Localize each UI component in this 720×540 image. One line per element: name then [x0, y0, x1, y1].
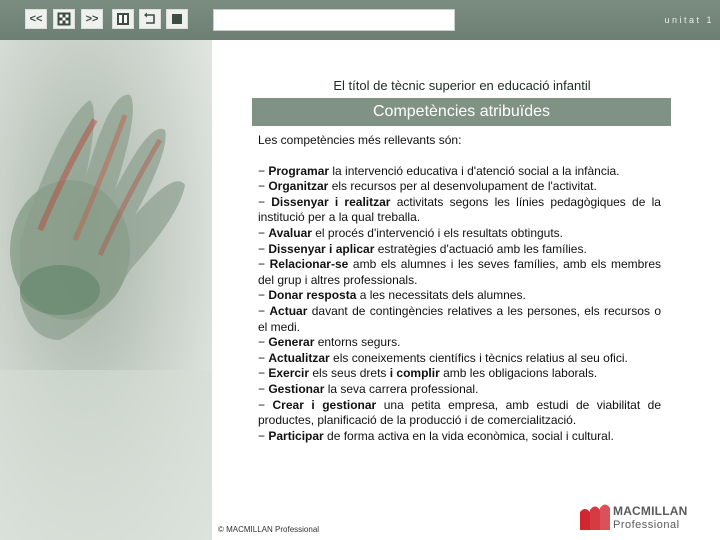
- toolbar: [0, 0, 720, 40]
- competence-item: − Relacionar-se amb els alumnes i les seves famílies, amb els membres del grup i altres professionals.: [258, 257, 662, 287]
- competence-item: − Crear i gestionar una petita empresa, amb estudi de viabilitat de productes, planificació de la producció i de comercialització.: [258, 397, 662, 428]
- competence-item: − Dissenyar i aplicar estratègies d'actuació amb les famílies.: [258, 241, 587, 256]
- competence-text: amb els alumnes i les seves famílies, amb els membres del grup i altres professionals.: [258, 257, 662, 287]
- competence-item: − Avaluar el procés d'intervenció i els resultats obtinguts.: [258, 225, 564, 240]
- back-button[interactable]: [139, 9, 161, 29]
- prev-button[interactable]: <<: [25, 9, 47, 29]
- competence-verb: Donar resposta: [268, 288, 357, 303]
- competence-item: − Donar resposta a les necessitats dels alumnes.: [258, 288, 526, 303]
- dice-icon: [57, 12, 71, 26]
- competence-verb: Crear i gestionar: [272, 397, 377, 412]
- index-button[interactable]: [112, 9, 134, 29]
- competence-text: la seva carrera professional.: [324, 381, 479, 396]
- competence-text: els seus drets: [309, 366, 390, 381]
- competences-list: [258, 164, 661, 445]
- painted-hand-illustration: [0, 40, 212, 540]
- competence-item: − Gestionar la seva carrera professional.: [258, 381, 479, 396]
- competence-verb: Generar: [268, 335, 315, 350]
- competence-item: − Dissenyar i realitzar activitats segons les línies pedagògiques de la institució per a la qual treballa.: [258, 194, 661, 225]
- competence-item: − Exercir els seus drets i complir amb les obligacions laborals.: [258, 366, 598, 381]
- competence-text: els recursos per al desenvolupament de l'activitat.: [328, 179, 597, 194]
- competence-verb: Dissenyar i realitzar: [271, 194, 391, 209]
- competence-text: el procés d'intervenció i els resultats obtinguts.: [311, 225, 564, 240]
- page-title: El títol de tècnic superior en educació infantil: [333, 78, 591, 93]
- competence-text: de forma activa en la vida econòmica, social i cultural.: [323, 428, 614, 443]
- competence-text: activitats segons les línies pedagògiques de la institució per a la qual treballa.: [258, 194, 661, 225]
- competence-text: els coneixements científics i tècnics relatius al seu ofici.: [329, 350, 628, 365]
- competence-verb: Avaluar: [268, 225, 312, 240]
- content-body: [258, 133, 661, 444]
- competence-text: una petita empresa, amb estudi de viabilitat de productes, planificació de la producció i de comercialització.: [258, 397, 662, 428]
- competence-verb: Dissenyar i aplicar: [268, 241, 375, 256]
- competence-verb: Relacionar-se: [269, 257, 349, 272]
- copyright-text: © MACMILLAN Professional: [218, 525, 320, 534]
- book-icon: [116, 12, 130, 26]
- logo-text: [613, 504, 687, 531]
- competence-item: − Generar entorns segurs.: [258, 335, 401, 350]
- return-arrow-icon: [143, 12, 157, 26]
- intro-text: Les competències més rellevants són:: [258, 133, 462, 147]
- competence-text: a les necessitats dels alumnes.: [356, 288, 526, 303]
- stop-button[interactable]: [166, 9, 188, 29]
- unit-label: unitat 1: [664, 15, 714, 25]
- competence-item: − Actuar davant de contingències relatives a les persones, els recursos o el medi.: [258, 303, 661, 334]
- competence-item: − Organitzar els recursos per al desenvolupament de l'activitat.: [258, 179, 597, 194]
- hand-image: [0, 40, 212, 540]
- competence-verb: Participar: [268, 428, 324, 443]
- home-button[interactable]: [53, 9, 75, 29]
- logo-brand: MACMILLAN: [613, 504, 688, 518]
- competence-item: − Actualitzar els coneixements científics i tècnics relatius al seu ofici.: [258, 350, 628, 365]
- competence-text: estratègies d'actuació amb les famílies.: [374, 241, 587, 256]
- competence-text: davant de contingències relatives a les persones, els recursos o el medi.: [258, 303, 661, 334]
- competence-verb: i complir: [389, 366, 440, 381]
- competence-item: − Programar la intervenció educativa i d'atenció social a la infància.: [258, 163, 620, 178]
- competence-verb: Gestionar: [268, 381, 325, 396]
- competence-verb: Exercir: [268, 366, 310, 381]
- logo-sub: Professional: [613, 519, 680, 531]
- macmillan-logo: [578, 500, 718, 536]
- competence-verb: Actuar: [269, 303, 308, 318]
- competence-item: − Participar de forma activa en la vida econòmica, social i cultural.: [258, 428, 614, 443]
- competence-text: amb les obligacions laborals.: [439, 366, 598, 381]
- competence-verb: Programar: [268, 163, 330, 178]
- next-button[interactable]: >>: [81, 9, 103, 29]
- address-field[interactable]: [213, 9, 455, 31]
- section-banner: Competències atribuïdes: [252, 98, 671, 126]
- competence-text: la intervenció educativa i d'atenció social a la infància.: [329, 163, 620, 178]
- macmillan-logo-icon: [578, 502, 612, 532]
- square-icon: [170, 12, 184, 26]
- competence-verb: Actualitzar: [268, 350, 330, 365]
- competence-verb: Organitzar: [268, 179, 329, 194]
- competence-text: entorns segurs.: [314, 335, 401, 350]
